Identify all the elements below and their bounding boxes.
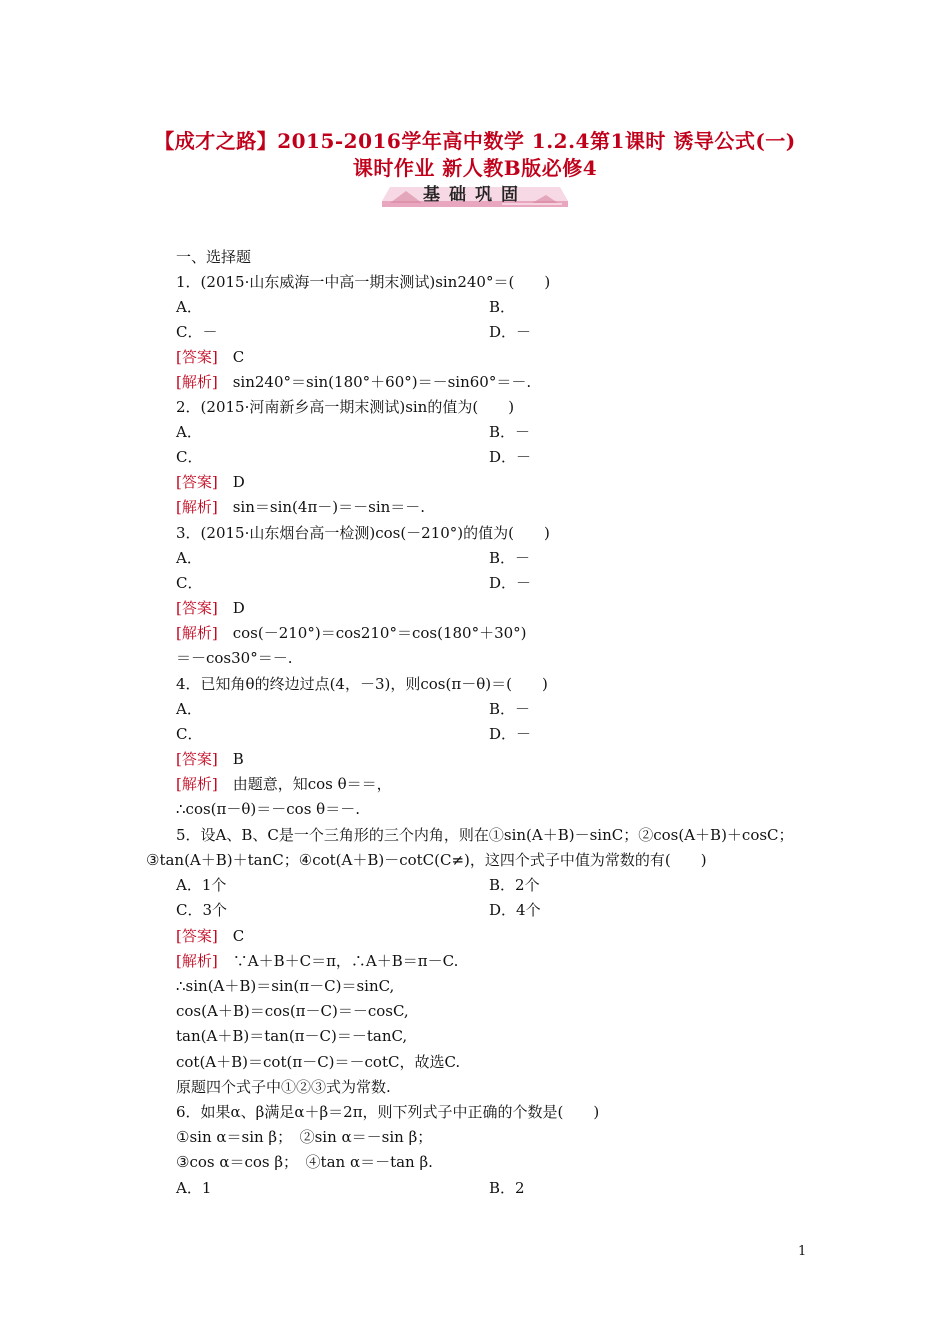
question-2-answer-value: D <box>232 473 245 491</box>
question-5-stem-line1: 5．设A、B、C是一个三角形的三个内角，则在①sin(A＋B)－sinC；②cos(A＋B)＋cosC； <box>176 826 794 844</box>
question-3-stem: 3．(2015·山东烟台高一检测)cos(－210°)的值为( ) <box>176 524 550 542</box>
question-1-analysis <box>176 371 531 393</box>
question-3-answer <box>176 597 245 619</box>
question-1-answer <box>176 346 244 368</box>
analysis-label: [解析] <box>176 373 218 391</box>
document-title-line2: 课时作业 新人教B版必修4 <box>352 156 598 180</box>
question-5-analysis-line6: 原题四个式子中①②③式为常数. <box>176 1078 391 1096</box>
question-2-analysis-text: sin＝sin(4π－)＝－sin＝－. <box>232 498 426 516</box>
analysis-label: [解析] <box>176 775 218 793</box>
document-title-line1: 【成才之路】2015-2016学年高中数学 1.2.4第1课时 诱导公式(一) <box>154 129 796 153</box>
question-5-options-row2 <box>176 899 826 921</box>
question-1-stem: 1．(2015·山东威海一中高一期末测试)sin240°＝( ) <box>176 273 551 291</box>
question-2-option-b: B．－ <box>489 423 531 441</box>
question-1-option-a: A． <box>176 298 202 316</box>
question-1-option-b: B． <box>489 298 516 316</box>
question-6-options-row1 <box>176 1177 826 1199</box>
question-4-analysis-text: 由题意，知cos θ＝＝， <box>232 775 392 793</box>
question-4-option-c: C． <box>176 725 203 743</box>
question-2-option-d: D．－ <box>489 448 532 466</box>
section-heading: 一、选择题 <box>176 248 252 266</box>
question-1-option-d: D．－ <box>489 323 532 341</box>
question-5-option-c: C．3个 <box>176 901 228 919</box>
question-5-analysis-line4: tan(A＋B)＝tan(π－C)＝－tanC, <box>176 1027 408 1045</box>
answer-label: [答案] <box>176 348 218 366</box>
question-2-option-a: A． <box>176 423 202 441</box>
question-3-analysis <box>176 622 527 644</box>
section-banner-label: 基础巩固 <box>423 185 527 205</box>
question-6-option-b: B．2 <box>489 1179 525 1197</box>
question-5-analysis-line2: ∴sin(A＋B)＝sin(π－C)＝sinC, <box>176 977 395 995</box>
question-5-answer-value: C <box>232 927 245 945</box>
section-banner <box>382 183 568 211</box>
page-number: 1 <box>798 1244 807 1259</box>
question-4-option-a: A． <box>176 700 202 718</box>
question-3-option-a: A． <box>176 549 202 567</box>
question-1-options-row2 <box>176 321 826 343</box>
question-5-answer <box>176 925 244 947</box>
answer-label: [答案] <box>176 599 218 617</box>
question-4-analysis <box>176 773 392 795</box>
question-3-option-b: B．－ <box>489 549 531 567</box>
question-6-stem: 6．如果α、β满足α＋β＝2π，则下列式子中正确的个数是( ) <box>176 1103 600 1121</box>
analysis-label: [解析] <box>176 952 218 970</box>
analysis-label: [解析] <box>176 498 218 516</box>
question-3-option-c: C． <box>176 574 203 592</box>
analysis-label: [解析] <box>176 624 218 642</box>
question-4-answer-value: B <box>232 750 244 768</box>
question-3-analysis-line2: ＝－cos30°＝－. <box>176 649 293 667</box>
question-5-analysis-line3: cos(A＋B)＝cos(π－C)＝－cosC, <box>176 1002 409 1020</box>
question-5-analysis-text: ∵A＋B＋C＝π，∴A＋B＝π－C. <box>232 952 459 970</box>
question-4-options-row1 <box>176 698 826 720</box>
question-5-stem-line2: ③tan(A＋B)＋tanC；④cot(A＋B)－cotC(C≠)，这四个式子中值为常数的有( ) <box>146 851 707 869</box>
question-4-option-d: D．－ <box>489 725 532 743</box>
question-3-answer-value: D <box>232 599 245 617</box>
question-2-analysis <box>176 496 425 518</box>
question-4-options-row2 <box>176 723 826 745</box>
question-1-analysis-text: sin240°＝sin(180°＋60°)＝－sin60°＝－. <box>232 373 532 391</box>
question-2-answer <box>176 471 245 493</box>
question-5-options-row1 <box>176 874 826 896</box>
question-2-options-row1 <box>176 421 826 443</box>
question-6-items-line1: ①sin α＝sin β； ②sin α＝－sin β； <box>176 1128 433 1146</box>
question-4-option-b: B．－ <box>489 700 531 718</box>
question-3-option-d: D．－ <box>489 574 532 592</box>
answer-label: [答案] <box>176 750 218 768</box>
question-4-analysis-line2: ∴cos(π－θ)＝－cos θ＝－. <box>176 800 360 818</box>
question-1-options-row1 <box>176 296 826 318</box>
answer-label: [答案] <box>176 473 218 491</box>
question-5-option-a: A．1个 <box>176 876 227 894</box>
question-4-stem: 4．已知角θ的终边过点(4，－3)，则cos(π－θ)＝( ) <box>176 675 548 693</box>
question-3-options-row1 <box>176 547 826 569</box>
question-3-options-row2 <box>176 572 826 594</box>
answer-label: [答案] <box>176 927 218 945</box>
question-2-options-row2 <box>176 446 826 468</box>
question-2-option-c: C． <box>176 448 203 466</box>
question-3-analysis-text: cos(－210°)＝cos210°＝cos(180°＋30°) <box>232 624 527 642</box>
question-6-option-a: A．1 <box>176 1179 212 1197</box>
question-5-option-b: B．2个 <box>489 876 540 894</box>
question-4-answer <box>176 748 244 770</box>
question-6-items-line2: ③cos α＝cos β； ④tan α＝－tan β. <box>176 1153 433 1171</box>
question-5-analysis <box>176 950 458 972</box>
question-2-stem: 2．(2015·河南新乡高一期末测试)sin的值为( ) <box>176 398 515 416</box>
question-5-option-d: D．4个 <box>489 901 541 919</box>
question-1-answer-value: C <box>232 348 245 366</box>
question-5-analysis-line5: cot(A＋B)＝cot(π－C)＝－cotC，故选C. <box>176 1053 461 1071</box>
question-1-option-c: C．－ <box>176 323 218 341</box>
